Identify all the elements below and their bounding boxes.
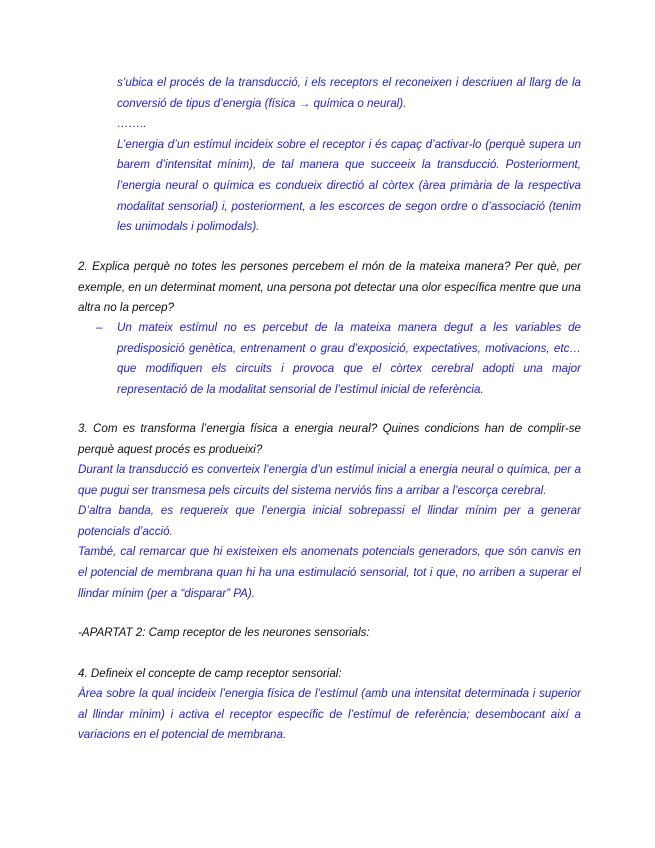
answer-2-text: Un mateix estímul no es percebut de la mateixa manera degut a les variables de predisposició genètica, entrenament o grau d’exposició, expectatives, motivacions, etc… que modifiquen els circuits i provoca que el còrtex cerebral adopti una major representació de la modalitat sensorial de l’estímul inicial de referència.: [117, 321, 581, 396]
section-heading: [78, 623, 581, 644]
answer-2: [117, 318, 581, 400]
question-2: [78, 257, 581, 319]
answer-3-paragraph-1: Durant la transducció es converteix l’energia d’un estímul inicial a energia neural o química, per a que pugui ser transmesa pels circuits del sistema nerviós fins a arribar a l’escorça cerebral.: [78, 463, 581, 497]
answer-3: [78, 460, 581, 604]
answer-3-paragraph-2: D’altra banda, es requereix que l’energia inicial sobrepassi el llindar mínim per a generar potencials d’acció.: [78, 504, 581, 538]
bullet-dash: –: [96, 321, 103, 334]
question-3: [78, 419, 581, 460]
continuation-paragraph-2: L’energia d’un estímul incideix sobre el receptor i és capaç d’activar-lo (perquè supera un barem d’intensitat mínim), de tal manera que succeeix la transducció. Posteriorment, l’energia neural o química es condueix directió al còrtex (àrea primària de la respectiva modalitat sensorial) i, posteriorment, a les escorces de segon ordre o d’associació (tenim les unimodals i polimodals).: [117, 137, 581, 234]
question-3-text: 3. Com es transforma l’energia física a energia neural? Quines condicions han de complir-se perquè aquest procés es produeixi?: [78, 422, 581, 456]
continuation-block: [117, 73, 581, 238]
question-4-text: 4. Defineix el concepte de camp receptor sensorial:: [78, 667, 342, 680]
question-4: [78, 664, 581, 685]
ellipsis: ……..: [117, 117, 147, 131]
answer-3-paragraph-3: També, cal remarcar que hi existeixen els anomenats potencials generadors, que són canvis en el potencial de membrana quan hi ha una estimulació sensorial, tot i que, no arriben a superar el llindar mínim (per a “disparar” PA).: [78, 545, 581, 600]
answer-4-text: Àrea sobre la qual incideix l’energia física de l’estímul (amb una intensitat determinada i superior al llindar mínim) i activa el receptor específic de l’estímul de referència; desembocant així a variacions en el potencial de membrana.: [78, 687, 581, 742]
section-heading-text: -APARTAT 2: Camp receptor de les neurones sensorials:: [78, 626, 370, 639]
answer-4: [78, 684, 581, 746]
continuation-paragraph-1: s’ubica el procés de la transducció, i els receptors el reconeixen i descriuen al llarg de la conversió de tipus d’energia (física → química o neural).: [117, 76, 581, 110]
question-2-text: 2. Explica perquè no totes les persones percebem el món de la mateixa manera? Per què, per exemple, en un determinat moment, una persona pot detectar una olor específica mentre que una altra no la percep?: [78, 260, 581, 315]
